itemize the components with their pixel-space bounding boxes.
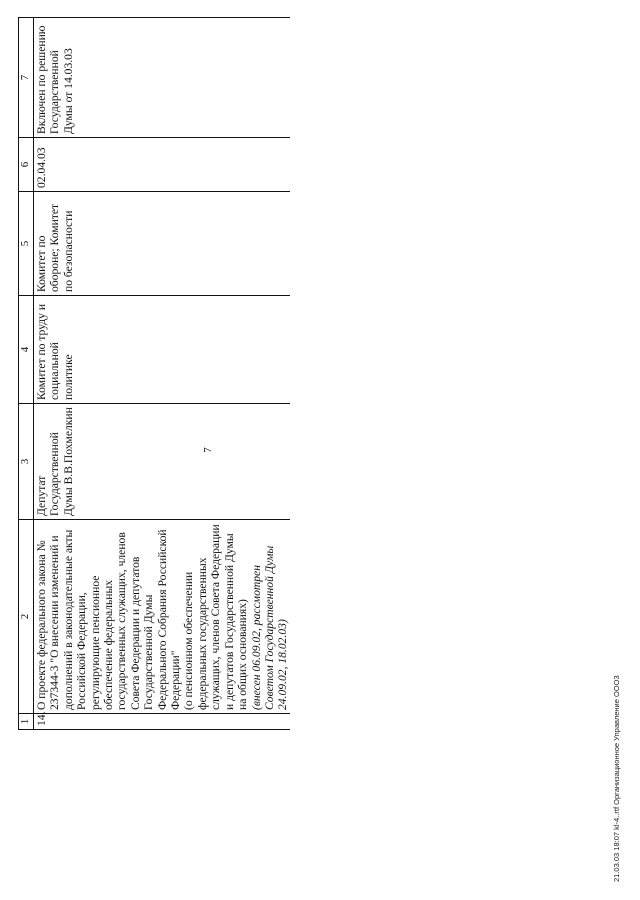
column-number: 1	[19, 714, 34, 730]
row-number: 14.	[34, 714, 290, 730]
column-number: 7	[19, 18, 34, 138]
column-number: 3	[19, 404, 34, 520]
decision-cell: Включен по решению Государственной Думы от 14.03.03	[34, 18, 290, 138]
column-number: 6	[19, 138, 34, 192]
bill-note: (внесен 06.09.02, рассмотрен Советом Государственной Думы 24.09.02, 18.02.03)	[249, 545, 290, 710]
column-number: 4	[19, 296, 34, 404]
initiator-cell: Депутат Государственной Думы В.В.Похмелкин	[34, 404, 290, 520]
date-cell: 02.04.03	[34, 138, 290, 192]
footer-note: 21.03.03 18:07 kl-4..rtf Организационное Управление ООО3	[612, 675, 621, 882]
column-number-row	[19, 18, 34, 730]
lead-committee-cell: Комитет по труду и социальной политике	[34, 296, 290, 404]
page-number: 7	[202, 447, 214, 453]
bill-description-cell	[34, 520, 290, 714]
table-row	[34, 18, 290, 730]
bills-table	[18, 17, 290, 730]
co-committees-cell: Комитет по обороне; Комитет по безопасности	[34, 192, 290, 296]
bill-subtitle: (о пенсионном обеспечении федеральных государственных служащих, членов Совета Федерации и депутатов Государственной Думы на общих основаниях)	[182, 524, 250, 710]
column-number: 2	[19, 520, 34, 714]
bill-title: О проекте федерального закона № 237344-3 "О внесении изменений и дополнений в законодательные акты Российской Федерации, регулирующие пенсионное обеспечение федеральных государственных служащих, членов Совета Федерации и депутатов Государственной Думы Федерального Собрания Российской Федерации"	[35, 529, 183, 710]
column-number: 5	[19, 192, 34, 296]
